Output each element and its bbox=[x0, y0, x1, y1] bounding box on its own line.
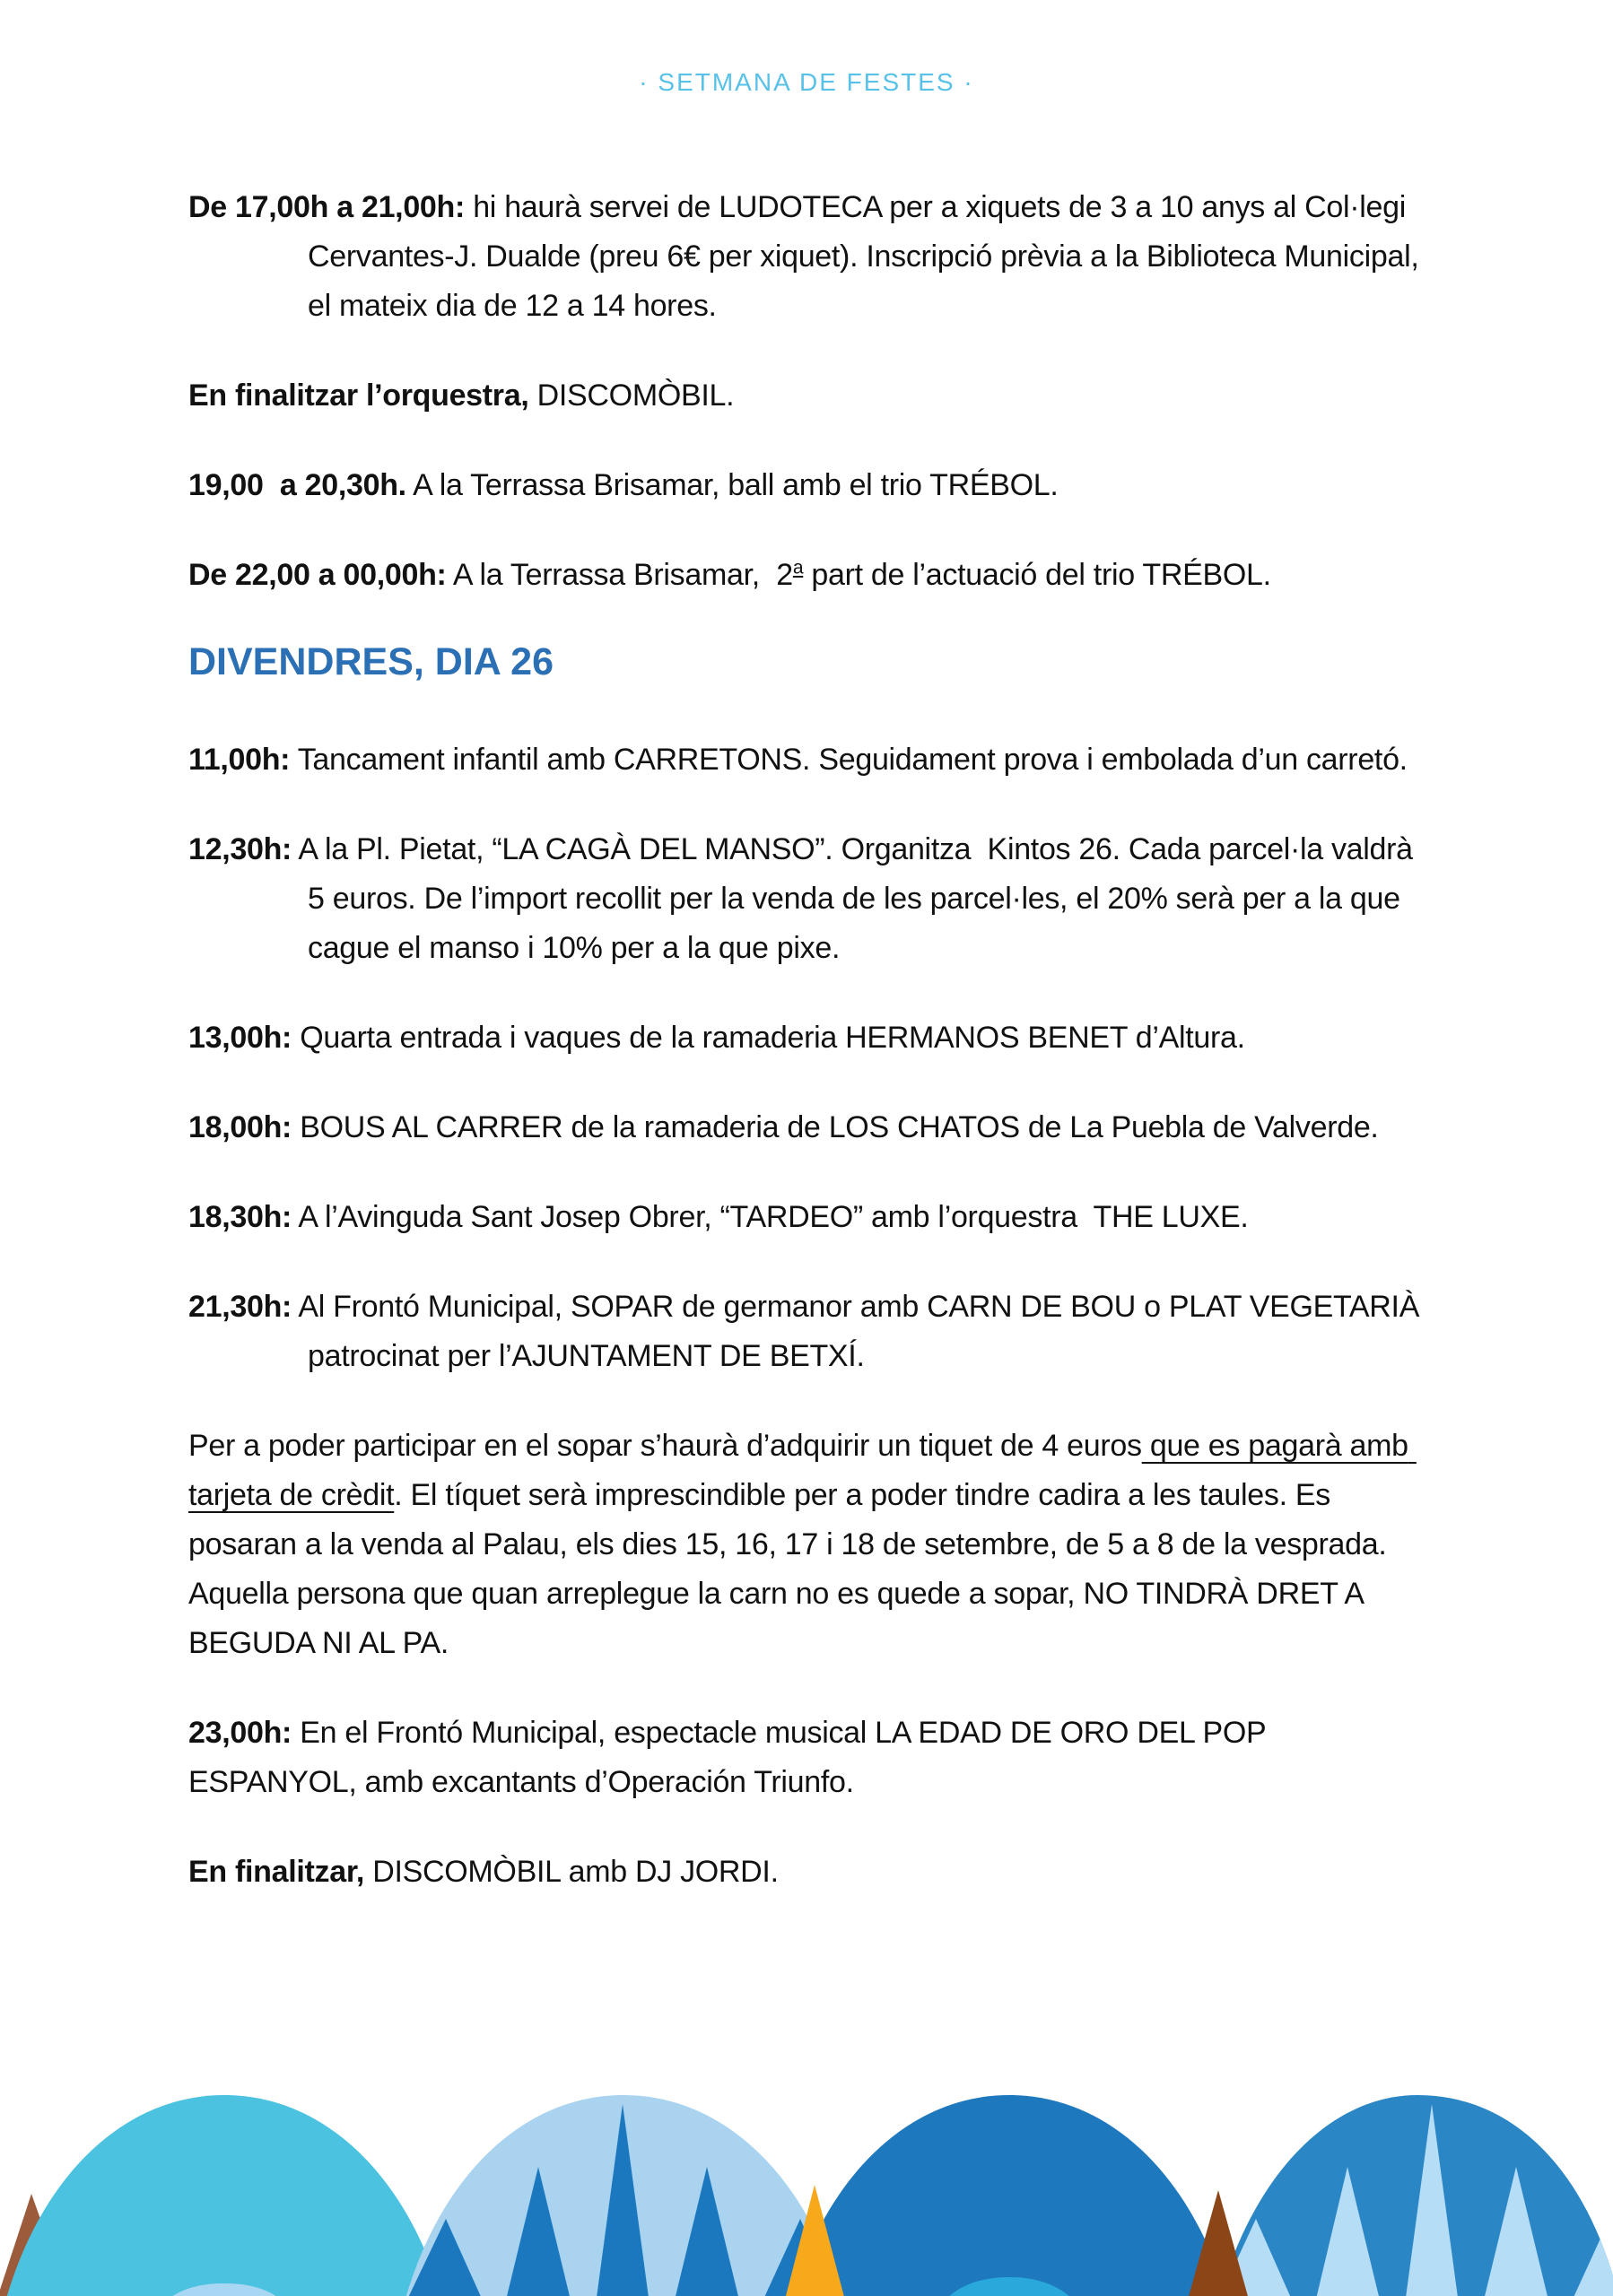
schedule-text: part de l’actuació del trio TRÉBOL. bbox=[803, 558, 1271, 592]
schedule-time-label: 12,30h: bbox=[188, 832, 292, 866]
schedule-time-label: De 22,00 a 00,00h: bbox=[188, 558, 447, 592]
schedule-text: A l’Avinguda Sant Josep Obrer, “TARDEO” amb l’orquestra THE LUXE. bbox=[292, 1200, 1249, 1234]
ticket-note bbox=[188, 1422, 1434, 1668]
schedule-text: Al Frontó Municipal, SOPAR de germanor amb CARN DE BOU o PLAT VEGETARIÀ patrocinat per l’AJUNTAMENT DE BETXÍ. bbox=[292, 1290, 1428, 1373]
schedule-item bbox=[188, 735, 1434, 785]
schedule-item bbox=[188, 825, 1434, 973]
schedule-text: hi haurà servei de LUDOTECA per a xiquets de 3 a 10 anys al Col·legi Cervantes-J. Dualde (preu 6€ per xiquet). Inscripció prèvia a la Biblioteca Municipal, el mateix dia de 12 a 14 hores. bbox=[308, 190, 1427, 323]
dome-turquoise bbox=[0, 2095, 453, 2296]
ticket-payment-underline: que es pagarà amb tarjeta de crèdit bbox=[188, 1429, 1417, 1512]
schedule-time-label: 19,00 a 20,30h. bbox=[188, 468, 406, 502]
page-header-title: · SETMANA DE FESTES · bbox=[639, 68, 974, 96]
schedule-text: BOUS AL CARRER de la ramaderia de LOS CHATOS de La Puebla de Valverde. bbox=[292, 1110, 1379, 1144]
schedule-time-label: De 17,00h a 21,00h: bbox=[188, 190, 466, 224]
schedule-text: A la Pl. Pietat, “LA CAGÀ DEL MANSO”. Organitza Kintos 26. Cada parcel·la valdrà 5 euros. De l’import recollit per la venda de les parcel·les, el 20% serà per a la que cague el manso i 10% per a la que pixe. bbox=[292, 832, 1421, 965]
schedule-text: A la Terrassa Brisamar, 2 bbox=[446, 558, 793, 592]
schedule-text: DISCOMÒBIL. bbox=[528, 378, 735, 413]
schedule-time-label: 21,30h: bbox=[188, 1290, 292, 1324]
schedule-item bbox=[188, 371, 1434, 421]
schedule-time-label: En finalitzar l’orquestra, bbox=[188, 378, 529, 413]
schedule-item bbox=[188, 1193, 1434, 1242]
schedule-item bbox=[188, 1283, 1434, 1381]
schedule-text: Quarta entrada i vaques de la ramaderia HERMANOS BENET d’Altura. bbox=[292, 1021, 1245, 1055]
schedule-item bbox=[188, 551, 1434, 600]
schedule-item bbox=[188, 183, 1434, 331]
schedule-time-label: En finalitzar, bbox=[188, 1855, 365, 1889]
schedule-item bbox=[188, 1709, 1434, 1807]
schedule-item bbox=[188, 1103, 1434, 1152]
footer-decoration bbox=[0, 2093, 1613, 2296]
schedule-item bbox=[188, 461, 1434, 510]
day-heading: DIVENDRES, DIA 26 bbox=[188, 640, 554, 683]
schedule-text: A la Terrassa Brisamar, ball amb el trio TRÉBOL. bbox=[405, 468, 1059, 502]
schedule-item bbox=[188, 1848, 1434, 1897]
schedule-text: Tancament infantil amb CARRETONS. Seguidament prova i embolada d’un carretó. bbox=[290, 743, 1408, 777]
schedule-time-label: 18,30h: bbox=[188, 1200, 292, 1234]
schedule-time-label: 23,00h: bbox=[188, 1716, 292, 1750]
ordinal-superscript: a bbox=[792, 557, 804, 578]
ticket-note-text: . El tíquet serà imprescindible per a poder tindre cadira a les taules. Es posaran a la venda al Palau, els dies 15, 16, 17 i 18 de setembre, de 5 a 8 de la vesprada. Aquella persona que quan arreplegue la carn no es quede a sopar, NO TINDRÀ DRET A BEGUDA NI AL PA. bbox=[188, 1478, 1393, 1660]
ticket-note-text: Per a poder participar en el sopar s’haurà d’adquirir un tiquet de 4 euros bbox=[188, 1429, 1142, 1463]
schedule-text: En el Frontó Municipal, espectacle musical LA EDAD DE ORO DEL POP ESPANYOL, amb excantants d’Operación Triunfo. bbox=[188, 1716, 1274, 1799]
schedule-time-label: 11,00h: bbox=[188, 743, 291, 777]
schedule-item bbox=[188, 1013, 1434, 1063]
dome-dark-blue bbox=[780, 2095, 1238, 2296]
schedule-text: DISCOMÒBIL amb DJ JORDI. bbox=[364, 1855, 779, 1889]
schedule-time-label: 13,00h: bbox=[188, 1021, 292, 1055]
program-body bbox=[188, 183, 1434, 1897]
schedule-time-label: 18,00h: bbox=[188, 1110, 292, 1144]
